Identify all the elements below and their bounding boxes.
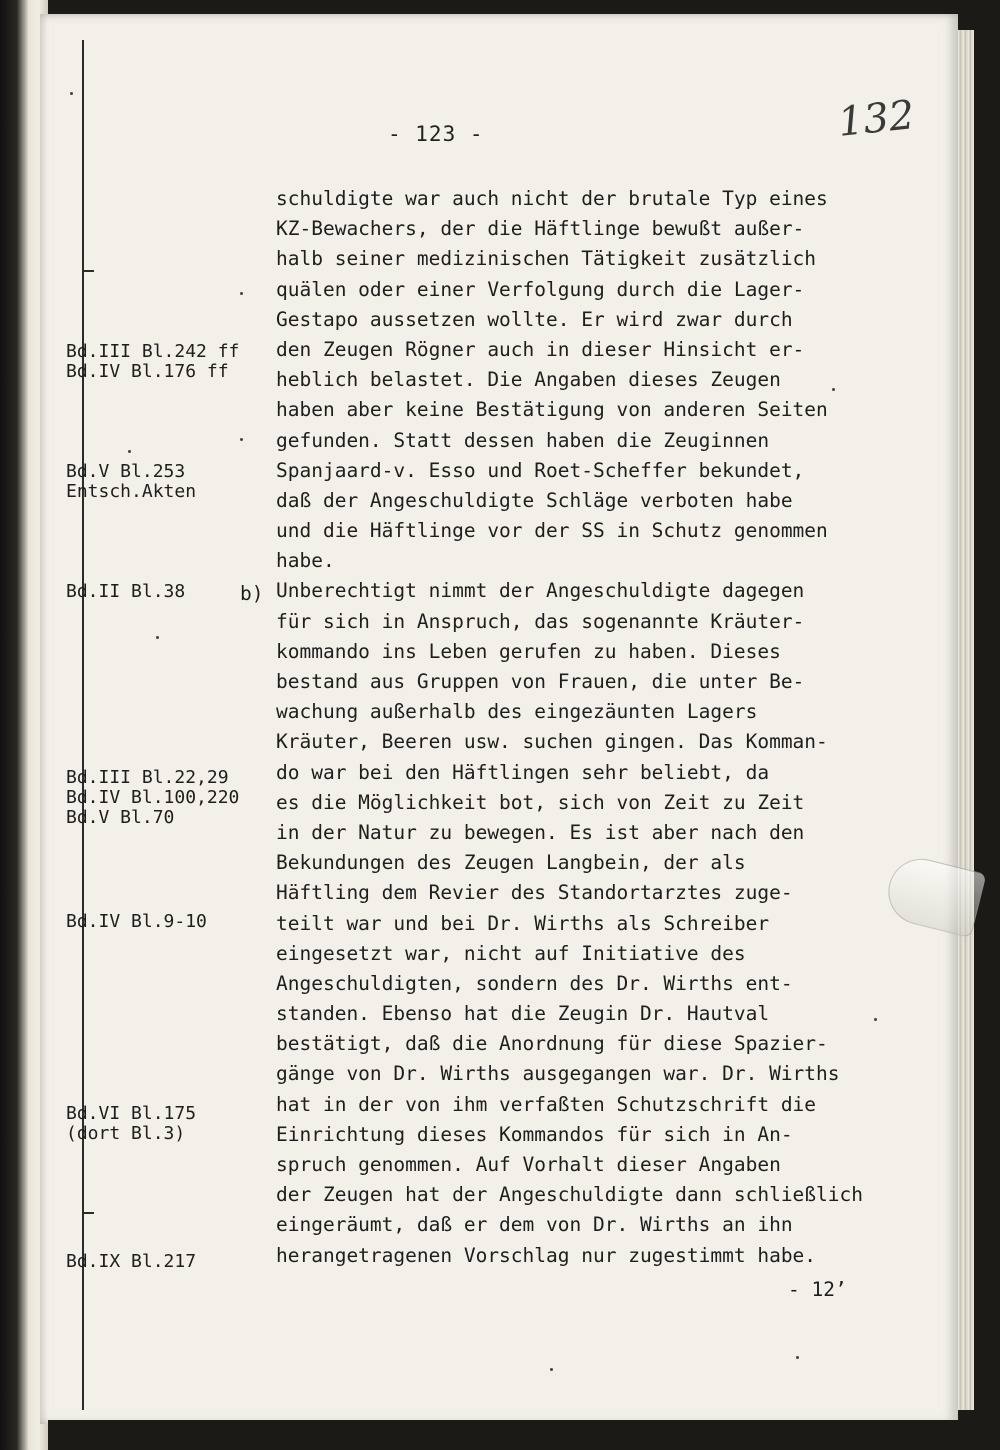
body-line: in der Natur zu bewegen. Es ist aber nach den: [276, 820, 805, 844]
ink-speck: [240, 292, 243, 295]
body-line: halb seiner medizinischen Tätigkeit zusätzlich: [276, 247, 817, 271]
body-line: do war bei den Häftlingen sehr beliebt, da: [276, 760, 770, 784]
margin-note-line: Bd.V Bl.70: [66, 807, 175, 828]
margin-note-line: Bd.IV Bl.176 ff: [66, 361, 229, 382]
ink-speck: [70, 92, 73, 95]
body-line: habe.: [276, 549, 335, 573]
body-line: eingeräumt, daß er dem von Dr. Wirths an ihn: [276, 1213, 793, 1237]
body-line: herangetragenen Vorschlag nur zugestimmt habe.: [276, 1243, 817, 1267]
body-line: teilt war und bei Dr. Wirths als Schreiber: [276, 911, 770, 935]
body-line: schuldigte war auch nicht der brutale Typ eines: [276, 187, 828, 210]
body-line: daß der Angeschuldigte Schläge verboten habe: [276, 488, 793, 512]
body-line: gefunden. Statt dessen haben die Zeuginnen: [276, 428, 770, 452]
ink-speck: [874, 1018, 877, 1021]
body-line: KZ-Bewachers, der die Häftlinge bewußt außer-: [276, 217, 805, 241]
margin-note: [66, 582, 185, 602]
page-number: - 123 -: [388, 122, 484, 146]
body-line: standen. Ebenso hat die Zeugin Dr. Hautval: [276, 1002, 770, 1026]
margin-rule-tick: [82, 1212, 94, 1214]
body-line: eingesetzt war, nicht auf Initiative des: [276, 941, 746, 965]
margin-note-line: Bd.III Bl.242 ff: [66, 341, 240, 362]
margin-rule-line: [82, 40, 84, 1410]
body-line: den Zeugen Rögner auch in dieser Hinsicht er-: [276, 337, 805, 361]
ink-speck: [832, 388, 835, 391]
body-line: spruch genommen. Auf Vorhalt dieser Angaben: [276, 1153, 781, 1176]
body-text: [276, 184, 916, 1271]
body-line: heblich belastet. Die Angaben dieses Zeugen: [276, 368, 781, 392]
ink-speck: [550, 1368, 553, 1371]
margin-note-line: Bd.VI Bl.175: [66, 1103, 197, 1124]
margin-note-line: Bd.IV Bl.100,220: [66, 787, 240, 808]
body-line: haben aber keine Bestätigung von anderen Seiten: [276, 398, 828, 422]
handwritten-folio-number: 132: [835, 92, 917, 146]
margin-note-line: Bd.IX Bl.217: [66, 1251, 197, 1272]
margin-note: [66, 462, 196, 502]
margin-note-line: Bd.IV Bl.9-10: [66, 911, 207, 932]
body-line: hat in der von ihm verfaßten Schutzschrift die: [276, 1092, 817, 1116]
margin-rule-tick: [82, 270, 94, 272]
body-line: wachung außerhalb des eingezäunten Lagers: [276, 700, 758, 724]
margin-note: [66, 768, 239, 828]
body-line: für sich in Anspruch, das sogenannte Kräuter-: [276, 609, 805, 633]
ink-speck: [240, 438, 243, 441]
body-line: bestand aus Gruppen von Frauen, die unter Be-: [276, 670, 805, 693]
ink-speck: [156, 636, 159, 639]
margin-note-line: Bd.V Bl.253: [66, 461, 186, 482]
margin-note: [66, 912, 207, 932]
body-line: Bekundungen des Zeugen Langbein, der als: [276, 851, 746, 875]
body-line: quälen oder einer Verfolgung durch die Lager-: [276, 277, 805, 301]
margin-note: [66, 1252, 196, 1272]
margin-note-line: Bd.III Bl.22,29: [66, 767, 229, 788]
body-line: und die Häftlinge vor der SS in Schutz genommen: [276, 519, 828, 543]
body-line: bestätigt, daß die Anordnung für diese Spazier-: [276, 1032, 828, 1056]
body-line: Kräuter, Beeren usw. suchen gingen. Das Komman-: [276, 730, 828, 754]
body-line: kommando ins Leben gerufen zu haben. Dieses: [276, 639, 781, 663]
item-marker-b: b): [240, 582, 264, 605]
body-line: gänge von Dr. Wirths ausgegangen war. Dr. Wirths: [276, 1062, 840, 1086]
margin-note-line: Entsch.Akten: [66, 481, 197, 502]
margin-note-line: (dort Bl.3): [66, 1123, 186, 1144]
ink-speck: [796, 1356, 799, 1359]
body-line: Einrichtung dieses Kommandos für sich in An-: [276, 1122, 793, 1146]
body-line: Spanjaard-v. Esso und Roet-Scheffer bekundet,: [276, 458, 805, 482]
body-line: Angeschuldigten, sondern des Dr. Wirths ent-: [276, 971, 793, 995]
margin-note-line: Bd.II Bl.38: [66, 581, 186, 602]
body-line: es die Möglichkeit bot, sich von Zeit zu Zeit: [276, 790, 805, 814]
body-line: Unberechtigt nimmt der Angeschuldigte dagegen: [276, 579, 805, 603]
body-line: Gestapo aussetzen wollte. Er wird zwar durch: [276, 307, 793, 331]
margin-note: [66, 1104, 196, 1144]
body-line: Häftling dem Revier des Standortarztes zuge-: [276, 881, 793, 905]
background-bottom: [48, 1420, 968, 1450]
ink-speck: [128, 450, 131, 453]
body-line: der Zeugen hat der Angeschuldigte dann schließlich: [276, 1183, 863, 1207]
continuation-marker: - 12’: [788, 1278, 847, 1301]
margin-note: [66, 342, 239, 382]
